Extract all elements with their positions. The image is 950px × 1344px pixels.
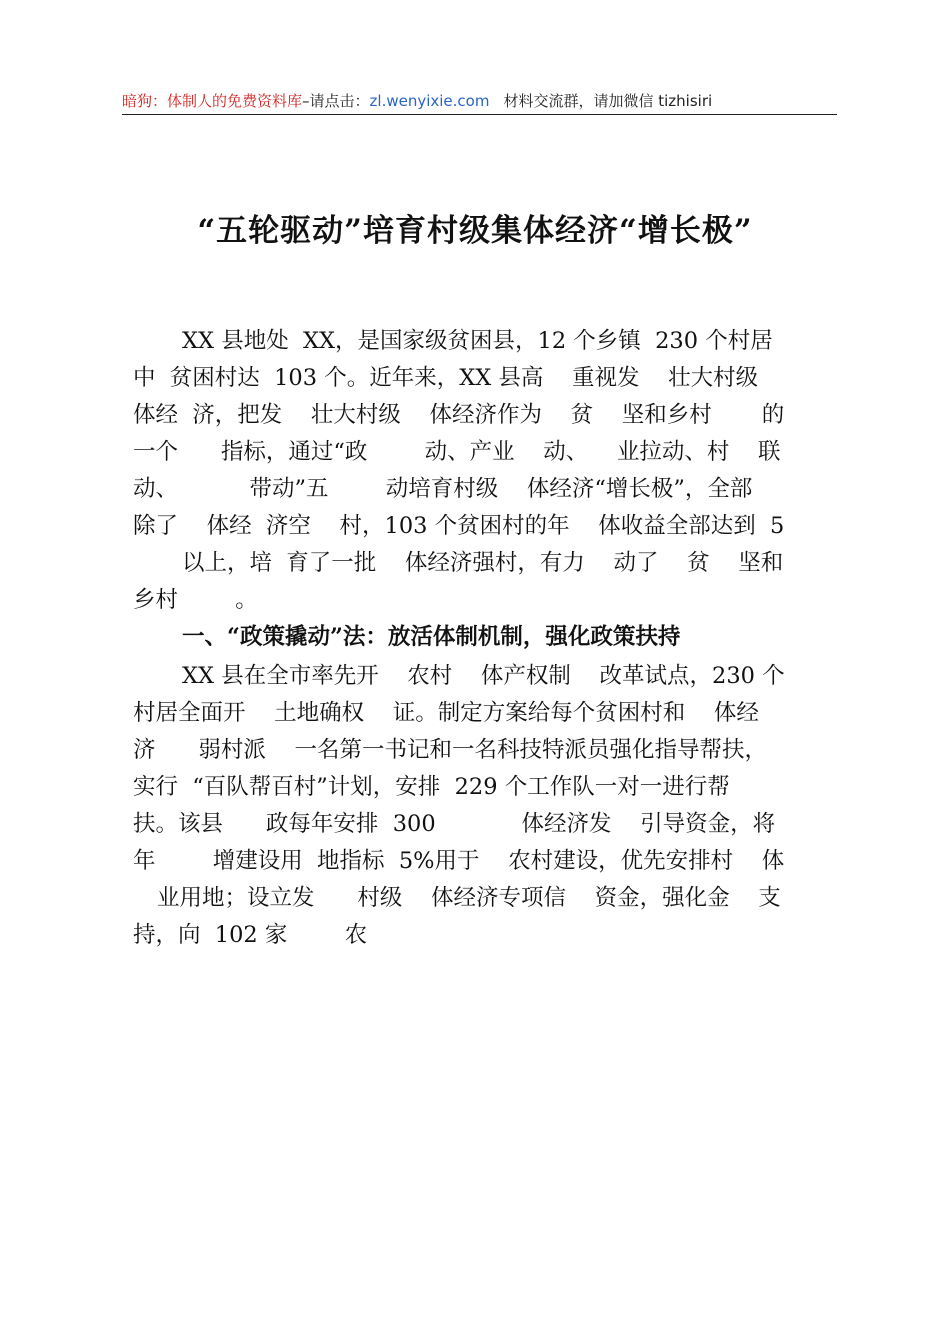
paragraph-line: 乡村 。 (133, 587, 258, 613)
header-click-prompt: –请点击： (302, 92, 370, 110)
paragraph-line: 业用地；设立发 村级 体经济专项信 资金，强化金 支 (157, 885, 781, 911)
paragraph-line: 扶。该县 政每年安排 300 体经济发 引导资金，将 (133, 811, 776, 837)
paragraph-line: 持，向 102 家 农 (133, 922, 368, 948)
header-source-name: 暗狗：体制人的免费资料库 (122, 92, 303, 110)
page-header (122, 88, 837, 115)
paragraph-line: 以上，培 育了一批 体经济强村，有力 动了 贫 坚和 (182, 550, 784, 576)
paragraph-line: 济 弱村派 一名第一书记和一名科技特派员强化指导帮扶， (133, 737, 768, 763)
paragraph-line: 村居全面开 土地确权 证。制定方案给每个贫困村和 体经 (133, 700, 759, 726)
paragraph-line: 年 增建设用 地指标 5%用于 农村建设，优先安排村 体 (133, 848, 785, 874)
paragraph-line: 实行 “百队帮百村”计划，安排 229 个工作队一对一进行帮 (133, 774, 730, 800)
paragraph-line: 一个 指标，通过“政 动、产业 动、 业拉动、村 联 (133, 439, 781, 465)
header-website-link[interactable]: zl.wenyixie.com (369, 92, 490, 110)
paragraph-line: 中 贫困村达 103 个。近年来，XX 县高 重视发 壮大村级 (133, 365, 759, 391)
document-title: “五轮驱动”培育村级集体经济“增长极” (197, 213, 753, 249)
paragraph-line: XX 县地处 XX，是国家级贫困县，12 个乡镇 230 个村居 (182, 328, 773, 354)
paragraph-line: 动、 带动”五 动培育村级 体经济“增长极”，全部 (133, 476, 753, 502)
section-heading: 一、“政策撬动”法：放活体制机制，强化政策扶持 (182, 624, 681, 650)
paragraph-line: 体经 济，把发 壮大村级 体经济作为 贫 坚和乡村 的 (133, 402, 785, 428)
header-wechat-note: 材料交流群，请加微信 tizhisiri (503, 92, 713, 110)
paragraph-line: 除了 体经 济空 村，103 个贫困村的年 体收益全部达到 5 (133, 513, 785, 539)
paragraph-line: XX 县在全市率先开 农村 体产权制 改革试点，230 个 (182, 663, 785, 689)
